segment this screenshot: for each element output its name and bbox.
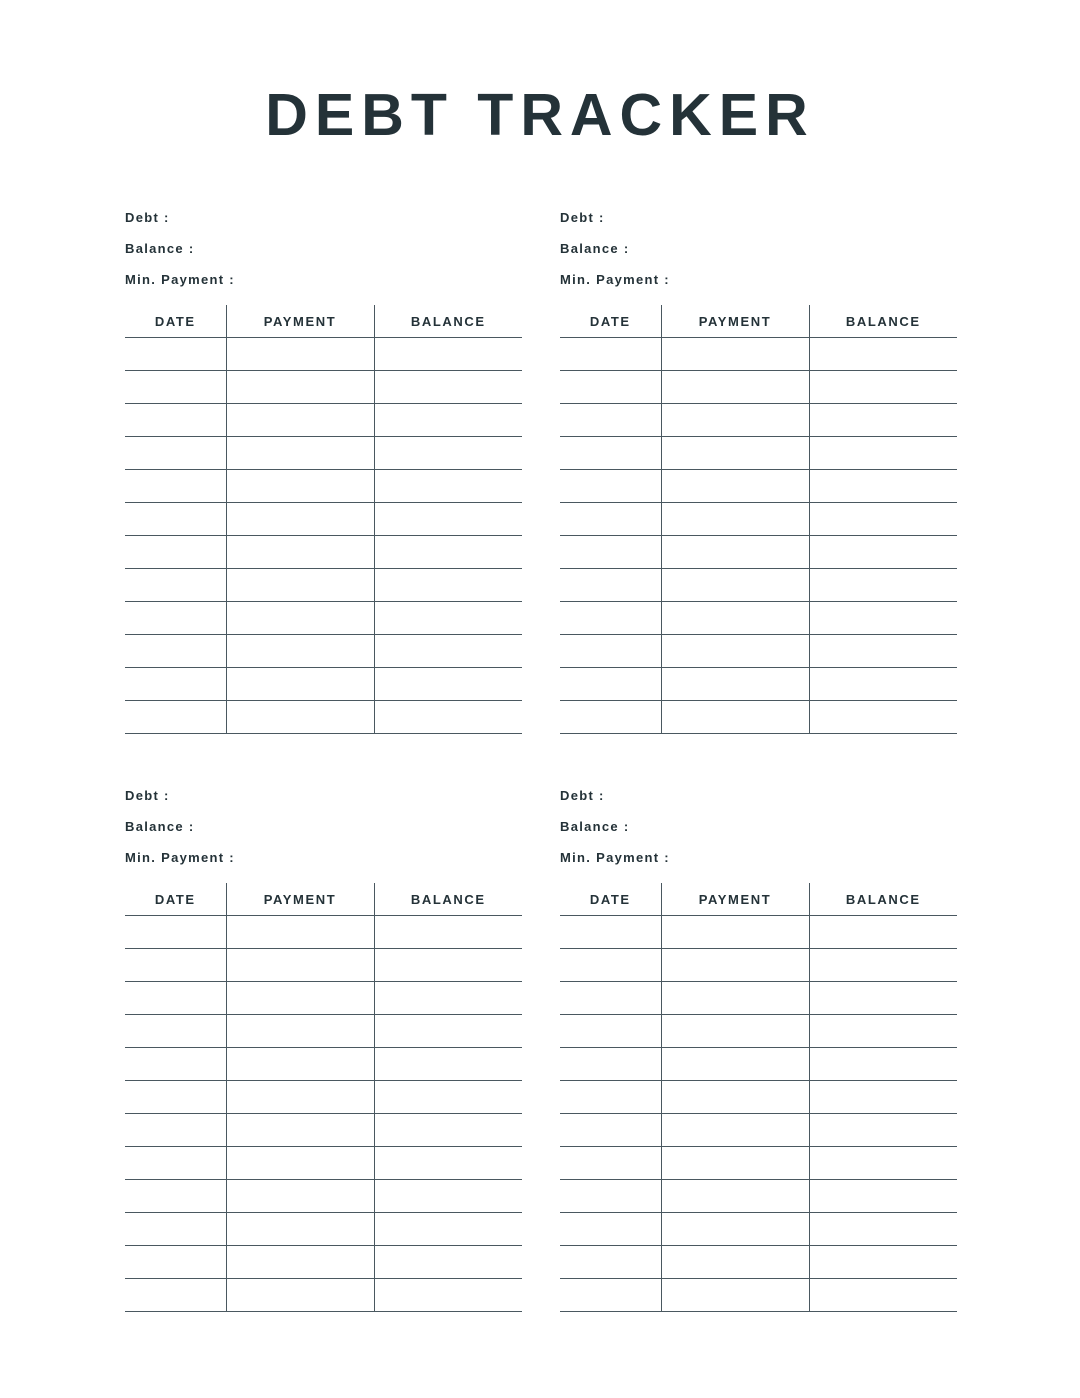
balance-field-label: Balance : xyxy=(560,241,630,256)
column-header-date: DATE xyxy=(125,305,226,338)
payment-cell xyxy=(661,1279,809,1312)
date-cell xyxy=(125,982,226,1015)
date-cell xyxy=(560,668,661,701)
balance-cell xyxy=(809,949,957,982)
date-cell xyxy=(560,437,661,470)
balance-cell xyxy=(374,1114,522,1147)
date-cell xyxy=(560,1246,661,1279)
table-row xyxy=(125,404,522,437)
balance-cell xyxy=(809,701,957,734)
table-row xyxy=(560,1114,957,1147)
page-title: DEBT TRACKER xyxy=(265,82,815,148)
payment-cell xyxy=(226,371,374,404)
date-cell xyxy=(560,503,661,536)
balance-cell xyxy=(809,982,957,1015)
balance-cell xyxy=(809,371,957,404)
date-cell xyxy=(125,404,226,437)
balance-cell xyxy=(374,404,522,437)
date-cell xyxy=(125,338,226,371)
balance-cell xyxy=(809,437,957,470)
table-row xyxy=(560,635,957,668)
balance-cell xyxy=(374,1180,522,1213)
column-header-balance: BALANCE xyxy=(809,305,957,338)
payment-cell xyxy=(661,602,809,635)
table-row xyxy=(125,602,522,635)
table-row xyxy=(125,701,522,734)
date-cell xyxy=(125,1213,226,1246)
payment-ledger-table xyxy=(560,883,957,1312)
balance-cell xyxy=(809,1147,957,1180)
date-cell xyxy=(560,569,661,602)
column-header-date: DATE xyxy=(560,883,661,916)
date-cell xyxy=(125,668,226,701)
date-cell xyxy=(560,404,661,437)
table-row xyxy=(125,1147,522,1180)
payment-cell xyxy=(226,701,374,734)
balance-cell xyxy=(374,1246,522,1279)
payment-cell xyxy=(661,982,809,1015)
table-row xyxy=(560,470,957,503)
payment-cell xyxy=(226,437,374,470)
table-row xyxy=(560,1279,957,1312)
date-cell xyxy=(125,1114,226,1147)
payment-cell xyxy=(661,536,809,569)
date-cell xyxy=(560,470,661,503)
table-row xyxy=(125,1015,522,1048)
table-row xyxy=(560,1081,957,1114)
date-cell xyxy=(125,569,226,602)
balance-cell xyxy=(374,916,522,949)
payment-ledger-table xyxy=(125,883,522,1312)
table-row xyxy=(560,982,957,1015)
table-row xyxy=(125,1180,522,1213)
payment-cell xyxy=(226,569,374,602)
payment-cell xyxy=(661,949,809,982)
balance-cell xyxy=(809,1213,957,1246)
date-cell xyxy=(125,371,226,404)
date-cell xyxy=(560,602,661,635)
balance-cell xyxy=(374,949,522,982)
date-cell xyxy=(125,701,226,734)
date-cell xyxy=(125,1279,226,1312)
payment-cell xyxy=(226,1246,374,1279)
payment-cell xyxy=(226,1048,374,1081)
date-cell xyxy=(125,503,226,536)
date-cell xyxy=(560,916,661,949)
date-cell xyxy=(560,1015,661,1048)
date-cell xyxy=(125,470,226,503)
table-header-row xyxy=(560,883,957,916)
date-cell xyxy=(560,338,661,371)
table-header-row xyxy=(125,883,522,916)
payment-cell xyxy=(661,1015,809,1048)
date-cell xyxy=(125,1147,226,1180)
payment-cell xyxy=(226,1114,374,1147)
table-row xyxy=(560,1180,957,1213)
payment-cell xyxy=(226,1180,374,1213)
payment-cell xyxy=(226,503,374,536)
table-row xyxy=(560,602,957,635)
table-row xyxy=(125,503,522,536)
payment-cell xyxy=(226,1279,374,1312)
balance-cell xyxy=(374,503,522,536)
table-row xyxy=(125,982,522,1015)
date-cell xyxy=(125,949,226,982)
payment-cell xyxy=(661,503,809,536)
payment-cell xyxy=(661,1147,809,1180)
column-header-balance: BALANCE xyxy=(809,883,957,916)
balance-cell xyxy=(809,470,957,503)
balance-cell xyxy=(809,569,957,602)
column-header-payment: PAYMENT xyxy=(226,883,374,916)
balance-cell xyxy=(809,1246,957,1279)
balance-cell xyxy=(809,338,957,371)
table-header-row xyxy=(560,305,957,338)
table-row xyxy=(560,668,957,701)
payment-cell xyxy=(661,1213,809,1246)
payment-cell xyxy=(226,949,374,982)
balance-cell xyxy=(374,470,522,503)
table-row xyxy=(125,1246,522,1279)
balance-cell xyxy=(809,668,957,701)
date-cell xyxy=(560,701,661,734)
balance-cell xyxy=(809,503,957,536)
table-row xyxy=(560,503,957,536)
payment-cell xyxy=(661,1114,809,1147)
payment-cell xyxy=(661,437,809,470)
balance-cell xyxy=(809,916,957,949)
balance-cell xyxy=(809,1180,957,1213)
payment-cell xyxy=(226,916,374,949)
payment-cell xyxy=(661,404,809,437)
date-cell xyxy=(125,437,226,470)
balance-cell xyxy=(374,1015,522,1048)
date-cell xyxy=(560,1213,661,1246)
balance-cell xyxy=(374,338,522,371)
table-row xyxy=(125,949,522,982)
table-row xyxy=(125,470,522,503)
balance-field-label: Balance : xyxy=(560,819,630,834)
min-payment-field-label: Min. Payment : xyxy=(560,850,670,865)
table-row xyxy=(125,635,522,668)
payment-cell xyxy=(226,404,374,437)
payment-cell xyxy=(661,371,809,404)
payment-cell xyxy=(661,1246,809,1279)
date-cell xyxy=(560,1180,661,1213)
payment-cell xyxy=(226,982,374,1015)
balance-cell xyxy=(809,635,957,668)
date-cell xyxy=(560,982,661,1015)
balance-cell xyxy=(374,982,522,1015)
column-header-payment: PAYMENT xyxy=(661,883,809,916)
table-row xyxy=(125,338,522,371)
table-row xyxy=(560,1048,957,1081)
balance-cell xyxy=(374,536,522,569)
payment-cell xyxy=(226,1147,374,1180)
debt-field-label: Debt : xyxy=(560,210,605,225)
date-cell xyxy=(560,536,661,569)
balance-cell xyxy=(374,371,522,404)
balance-cell xyxy=(809,602,957,635)
payment-cell xyxy=(226,635,374,668)
column-header-date: DATE xyxy=(560,305,661,338)
balance-cell xyxy=(374,701,522,734)
min-payment-field-label: Min. Payment : xyxy=(125,850,235,865)
table-row xyxy=(560,701,957,734)
payment-cell xyxy=(226,536,374,569)
table-row xyxy=(125,1081,522,1114)
table-row xyxy=(125,1213,522,1246)
table-row xyxy=(560,1015,957,1048)
payment-ledger-table xyxy=(560,305,957,734)
table-row xyxy=(125,668,522,701)
column-header-balance: BALANCE xyxy=(374,305,522,338)
debt-field-label: Debt : xyxy=(125,210,170,225)
date-cell xyxy=(560,1081,661,1114)
table-row xyxy=(125,1279,522,1312)
table-row xyxy=(560,569,957,602)
balance-cell xyxy=(809,1015,957,1048)
date-cell xyxy=(125,1246,226,1279)
date-cell xyxy=(560,635,661,668)
balance-cell xyxy=(809,536,957,569)
date-cell xyxy=(125,1081,226,1114)
payment-cell xyxy=(661,668,809,701)
table-row xyxy=(560,404,957,437)
table-row xyxy=(125,569,522,602)
table-row xyxy=(560,1246,957,1279)
payment-cell xyxy=(661,569,809,602)
table-row xyxy=(560,1213,957,1246)
table-row xyxy=(125,916,522,949)
balance-cell xyxy=(809,1081,957,1114)
column-header-payment: PAYMENT xyxy=(661,305,809,338)
balance-cell xyxy=(374,635,522,668)
balance-cell xyxy=(374,602,522,635)
payment-cell xyxy=(661,916,809,949)
balance-cell xyxy=(374,1048,522,1081)
date-cell xyxy=(125,1048,226,1081)
date-cell xyxy=(560,1279,661,1312)
table-row xyxy=(125,437,522,470)
balance-cell xyxy=(374,1081,522,1114)
column-header-date: DATE xyxy=(125,883,226,916)
table-row xyxy=(560,437,957,470)
table-row xyxy=(125,536,522,569)
balance-cell xyxy=(374,668,522,701)
debt-field-label: Debt : xyxy=(125,788,170,803)
payment-cell xyxy=(226,1213,374,1246)
balance-cell xyxy=(374,1213,522,1246)
table-row xyxy=(560,338,957,371)
payment-cell xyxy=(661,1180,809,1213)
balance-cell xyxy=(809,404,957,437)
payment-cell xyxy=(226,338,374,371)
table-row xyxy=(560,949,957,982)
payment-cell xyxy=(226,470,374,503)
balance-field-label: Balance : xyxy=(125,819,195,834)
balance-cell xyxy=(374,569,522,602)
debt-field-label: Debt : xyxy=(560,788,605,803)
balance-cell xyxy=(374,1279,522,1312)
date-cell xyxy=(125,1180,226,1213)
payment-cell xyxy=(226,1015,374,1048)
date-cell xyxy=(560,1048,661,1081)
table-row xyxy=(125,1114,522,1147)
table-header-row xyxy=(125,305,522,338)
table-row xyxy=(560,371,957,404)
payment-cell xyxy=(661,635,809,668)
payment-cell xyxy=(661,1081,809,1114)
table-row xyxy=(560,1147,957,1180)
balance-cell xyxy=(809,1048,957,1081)
min-payment-field-label: Min. Payment : xyxy=(125,272,235,287)
payment-cell xyxy=(661,470,809,503)
payment-cell xyxy=(661,338,809,371)
balance-cell xyxy=(374,437,522,470)
date-cell xyxy=(125,1015,226,1048)
date-cell xyxy=(560,1114,661,1147)
date-cell xyxy=(560,371,661,404)
date-cell xyxy=(125,536,226,569)
payment-cell xyxy=(661,1048,809,1081)
balance-cell xyxy=(809,1279,957,1312)
date-cell xyxy=(125,916,226,949)
table-row xyxy=(560,916,957,949)
table-row xyxy=(125,1048,522,1081)
column-header-payment: PAYMENT xyxy=(226,305,374,338)
balance-cell xyxy=(809,1114,957,1147)
date-cell xyxy=(125,635,226,668)
date-cell xyxy=(560,1147,661,1180)
payment-cell xyxy=(661,701,809,734)
min-payment-field-label: Min. Payment : xyxy=(560,272,670,287)
date-cell xyxy=(125,602,226,635)
column-header-balance: BALANCE xyxy=(374,883,522,916)
table-row xyxy=(125,371,522,404)
balance-field-label: Balance : xyxy=(125,241,195,256)
payment-cell xyxy=(226,602,374,635)
table-row xyxy=(560,536,957,569)
payment-ledger-table xyxy=(125,305,522,734)
payment-cell xyxy=(226,668,374,701)
date-cell xyxy=(560,949,661,982)
payment-cell xyxy=(226,1081,374,1114)
balance-cell xyxy=(374,1147,522,1180)
